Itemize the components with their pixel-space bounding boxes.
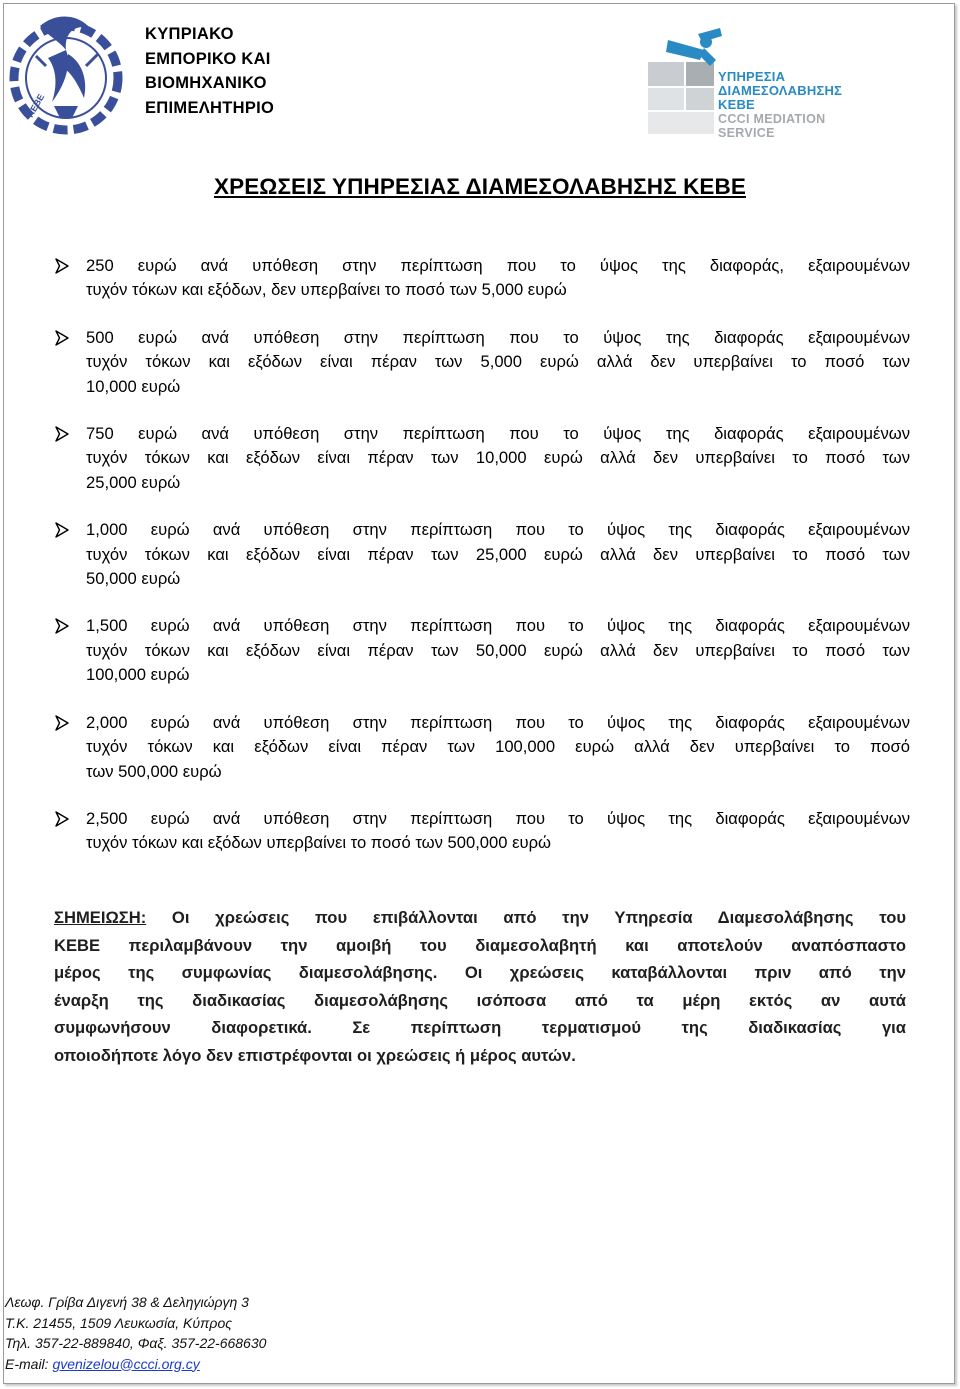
note-line	[54, 904, 906, 932]
arrow-bullet-icon	[54, 618, 70, 634]
fee-line: 750 ευρώ ανά υπόθεση στην περίπτωση που το ύψος της διαφοράς εξαιρουμένων	[86, 424, 910, 444]
mediation-en-line-1: CCCI MEDIATION	[718, 112, 826, 126]
fee-line: των 500,000 ευρώ	[86, 761, 222, 781]
page-title: ΧΡΕΩΣΕΙΣ ΥΠΗΡΕΣΙΑΣ ΔΙΑΜΕΣΟΛΑΒΗΣΗΣ ΚΕΒΕ	[213, 174, 746, 199]
mediation-gr-line-2: ΔΙΑΜΕΣΟΛΑΒΗΣΗΣ	[718, 83, 843, 98]
org-name	[145, 22, 274, 120]
note-line: οποιοδήποτε λόγο δεν επιστρέφονται οι χρεώσεις ή μέρος αυτών.	[54, 1045, 576, 1065]
fee-line: 100,000 ευρώ	[86, 665, 190, 685]
note-line: έναρξη της διαδικασίας διαμεσολάβησης ισόποσα από τα μέρη εκτός αν αυτά	[54, 990, 906, 1010]
kebe-seal-icon	[6, 6, 131, 144]
arrow-bullet-icon	[54, 811, 70, 827]
fee-line: τυχόν τόκων και εξόδων, δεν υπερβαίνει το ποσό των 5,000 ευρώ	[86, 280, 567, 300]
fee-line: 25,000 ευρώ	[86, 472, 181, 492]
mediation-gr-line-3: ΚΕΒΕ	[718, 97, 755, 112]
footer-address-1: Λεωφ. Γρίβα Διγενή 38 & Δεληγιώργη 3	[5, 1294, 249, 1310]
fee-line: 500 ευρώ ανά υπόθεση στην περίπτωση που το ύψος της διαφοράς εξαιρουμένων	[86, 327, 910, 347]
fee-line: 2,500 ευρώ ανά υπόθεση στην περίπτωση που το ύψος της διαφοράς εξαιρουμένων	[86, 808, 910, 828]
svg-text:ΚΕΒΕ: ΚΕΒΕ	[25, 92, 47, 119]
org-name-line-3: ΒΙΟΜΗΧΑΝΙΚΟ	[145, 74, 267, 92]
fee-line: 50,000 ευρώ	[86, 569, 181, 589]
org-name-line-2: ΕΜΠΟΡΙΚΟ ΚΑΙ	[145, 49, 271, 68]
note	[54, 904, 906, 1070]
list-item	[54, 614, 910, 687]
mediation-gr-line-1: ΥΠΗΡΕΣΙΑ	[718, 69, 786, 84]
mediation-en-line-2: SERVICE	[718, 126, 775, 140]
note-line: μέρος της συμφωνίας διαμεσολάβησης. Οι χρεώσεις καταβάλλονται πριν από την	[54, 963, 906, 983]
note-line: ΚΕΒΕ περιλαμβάνουν την αμοιβή του διαμεσολαβητή και αποτελούν αναπόσπαστο	[54, 935, 906, 955]
fee-line: τυχόν τόκων και εξόδων είναι πέραν των 25,000 ευρώ αλλά δεν υπερβαίνει το ποσό των	[86, 544, 910, 564]
arrow-bullet-icon	[54, 330, 70, 346]
org-name-line-4: ΕΠΙΜΕΛΗΤΗΡΙΟ	[145, 98, 275, 117]
note-line: συμφωνήσουν διαφορετικά. Σε περίπτωση τερματισμού της διαδικασίας για	[54, 1018, 906, 1038]
arrow-bullet-icon	[54, 426, 70, 442]
fee-line: 2,000 ευρώ ανά υπόθεση στην περίπτωση που το ύψος της διαφοράς εξαιρουμένων	[86, 712, 910, 732]
footer-address-2: Τ.Κ. 21455, 1509 Λευκωσία, Κύπρος	[5, 1314, 233, 1331]
fee-line: τυχόν τόκων και εξόδων είναι πέραν των 10,000 ευρώ αλλά δεν υπερβαίνει το ποσό των	[86, 448, 910, 468]
arrow-bullet-icon	[54, 258, 70, 274]
list-item	[54, 711, 910, 784]
fee-line: τυχόν τόκων και εξόδων είναι πέραν των 50,000 ευρώ αλλά δεν υπερβαίνει το ποσό των	[86, 640, 910, 660]
list-item	[54, 807, 910, 856]
email-link[interactable]: gvenizelou@ccci.org.cy	[52, 1355, 200, 1372]
footer-email-row	[5, 1354, 266, 1375]
list-item	[54, 326, 910, 399]
fee-line: 250 ευρώ ανά υπόθεση στην περίπτωση που το ύψος της διαφοράς, εξαιρουμένων	[86, 256, 910, 275]
note-label: ΣΗΜΕΙΩΣΗ:	[54, 908, 147, 927]
fee-line: 10,000 ευρώ	[86, 376, 181, 396]
org-name-line-1: ΚΥΠΡΙΑΚΟ	[145, 25, 234, 43]
note-text: Οι χρεώσεις που επιβάλλονται από την Υπηρεσία Διαμεσολάβησης του	[146, 908, 906, 927]
fee-line: τυχόν τόκων και εξόδων υπερβαίνει το ποσό των 500,000 ευρώ	[86, 833, 551, 853]
list-item	[54, 254, 910, 303]
fee-line: 1,500 ευρώ ανά υπόθεση στην περίπτωση που το ύψος της διαφοράς εξαιρουμένων	[86, 616, 910, 636]
arrow-bullet-icon	[54, 715, 70, 731]
footer-contact	[5, 1292, 266, 1374]
footer-email-label: E-mail:	[5, 1355, 53, 1372]
fee-line: τυχόν τόκων και εξόδων είναι πέραν των 100,000 ευρώ αλλά δεν υπερβαίνει το ποσό	[86, 737, 910, 757]
fee-line: 1,000 ευρώ ανά υπόθεση στην περίπτωση που το ύψος της διαφοράς εξαιρουμένων	[86, 520, 910, 540]
mediation-service-name	[718, 70, 842, 140]
list-item	[54, 518, 910, 591]
arrow-bullet-icon	[54, 522, 70, 538]
fee-list	[54, 254, 910, 879]
fee-line: τυχόν τόκων και εξόδων είναι πέραν των 5,000 ευρώ αλλά δεν υπερβαίνει το ποσό των	[86, 352, 910, 372]
footer-phone: Τηλ. 357-22-889840, Φαξ. 357-22-668630	[5, 1335, 267, 1351]
list-item	[54, 422, 910, 495]
